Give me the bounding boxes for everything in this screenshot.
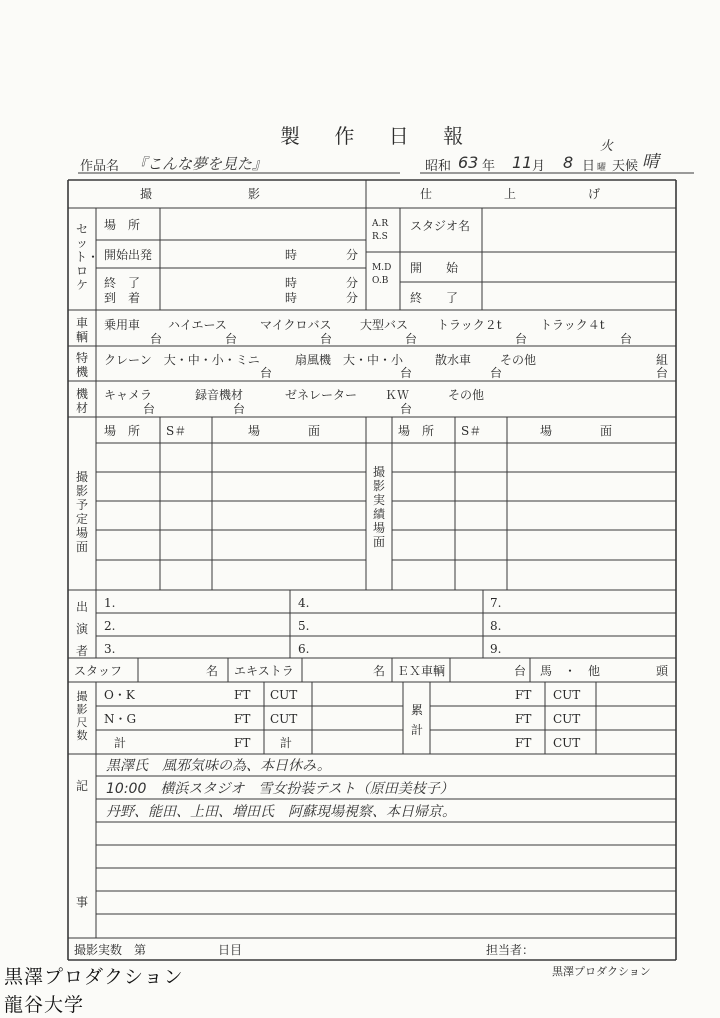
month-value: 11 <box>512 153 533 172</box>
equipment-camera: キャメラ <box>104 388 153 402</box>
day-value: 8 <box>563 153 574 172</box>
weather-label: 天候 <box>612 159 639 174</box>
equipment-kw: ＫＷ <box>385 388 410 402</box>
unit: 台 <box>233 402 246 416</box>
horse-head-unit: 頭 <box>656 664 669 678</box>
note-line-1: 黒澤氏 風邪気味の為、本日休み。 <box>106 758 331 774</box>
total-ft: FT <box>234 736 251 750</box>
equipment-sound: 録音機材 <box>195 388 244 402</box>
special-crane: クレーン 大・中・小・ミニ <box>104 353 260 367</box>
shoot-header: 撮 影 <box>140 187 261 201</box>
start-label: 開 始 <box>410 261 459 275</box>
cast-4: 4. <box>298 596 310 610</box>
vehicle-truck2t: トラック２t <box>437 318 502 332</box>
arrive-minute: 分 <box>346 291 359 305</box>
special-label: 特機 <box>75 351 88 379</box>
extra-name-unit: 名 <box>373 664 386 678</box>
year-unit: 年 <box>482 159 496 174</box>
vehicle-hiace: ハイエース <box>168 318 227 332</box>
scene-header: 場 面 <box>248 424 321 438</box>
actual-place-header: 場 所 <box>398 424 435 438</box>
studio-label: スタジオ名 <box>410 219 471 233</box>
cum-ft-1: FT <box>515 688 532 702</box>
unit: 台 <box>143 402 156 416</box>
actual-scene-header: 場 面 <box>540 424 613 438</box>
unit: 台 <box>656 366 669 380</box>
cum-ft-2: FT <box>515 712 532 726</box>
notes-label-ji: 事 <box>76 895 89 909</box>
end-hour: 時 <box>285 276 298 290</box>
cast-9: 9. <box>490 642 502 656</box>
cast-label: 出演者 <box>75 600 88 658</box>
cum-cut-1: CUT <box>553 688 581 702</box>
unit: 台 <box>150 332 163 346</box>
cast-8: 8. <box>490 619 502 633</box>
cast-7: 7. <box>490 596 502 610</box>
staff-label: スタッフ <box>74 664 123 678</box>
shoot-days-unit: 日目 <box>218 943 243 957</box>
ng-cut: CUT <box>270 712 298 726</box>
unit: 台 <box>400 366 413 380</box>
unit: 台 <box>515 332 528 346</box>
finish-header: 仕 上 げ <box>420 187 601 201</box>
cast-3: 3. <box>104 642 116 656</box>
ng-ft: FT <box>234 712 251 726</box>
unit: 台 <box>405 332 418 346</box>
depart-label: 開始出発 <box>104 248 153 262</box>
unit: 台 <box>260 366 273 380</box>
vehicle-bus: 大型バス <box>360 318 409 332</box>
special-sprinkler: 散水車 <box>435 353 472 367</box>
special-fan: 扇風機 大・中・小 <box>295 353 404 367</box>
unit: 台 <box>620 332 633 346</box>
cum-cut-3: CUT <box>553 736 581 750</box>
cast-5: 5. <box>298 619 310 633</box>
rs-label: R.S <box>372 232 388 242</box>
cum-cut-2: CUT <box>553 712 581 726</box>
scene-place-header: 場 所 <box>104 424 141 438</box>
shoot-days-label: 撮影実数 第 <box>74 943 147 957</box>
weather-value: 晴 <box>642 152 659 172</box>
year-value: 63 <box>458 153 479 172</box>
company-name: 黒澤プロダクション <box>552 965 651 978</box>
weekday-value: 火 <box>600 139 614 154</box>
cast-1: 1. <box>104 596 116 610</box>
ok-label: O・K <box>104 688 135 702</box>
ok-cut: CUT <box>270 688 298 702</box>
watermark-line-1: 黒澤プロダクション <box>4 966 184 988</box>
actual-sno-header: S＃ <box>461 424 482 438</box>
month-unit: 月 <box>532 159 546 174</box>
cum-ft-3: FT <box>515 736 532 750</box>
scene-sno-header: S＃ <box>166 424 187 438</box>
watermark-line-2: 龍谷大学 <box>4 994 85 1016</box>
depart-minute: 分 <box>346 248 359 262</box>
note-line-3: 丹野、能田、上田、増田氏 阿蘇現場視察、本日帰京。 <box>106 804 456 820</box>
place-label: 場 所 <box>104 218 141 232</box>
md-label: M.D <box>372 263 392 273</box>
vehicles-label: 車輌 <box>75 316 88 344</box>
weekday-label: 曜 <box>597 163 607 173</box>
unit: 台 <box>400 402 413 416</box>
staff-name-unit: 名 <box>206 664 219 678</box>
extra-label: エキストラ <box>234 664 294 678</box>
unit: 台 <box>320 332 333 346</box>
cast-6: 6. <box>298 642 310 656</box>
ok-ft: FT <box>234 688 251 702</box>
equipment-generator: ゼネレーター <box>285 388 358 402</box>
total-label: 計 <box>114 736 127 750</box>
depart-hour: 時 <box>285 248 298 262</box>
cumulative-label: 累計 <box>410 703 423 737</box>
vehicle-sedan: 乗用車 <box>104 318 141 332</box>
ng-label: N・G <box>104 712 137 726</box>
ex-vehicle-label: ＥＸ車輌 <box>397 664 446 678</box>
person-in-charge-label: 担当者： <box>486 943 535 957</box>
era-label: 昭和 <box>425 159 452 174</box>
work-title: 『こんな夢を見た』 <box>132 155 268 173</box>
horse-label: 馬 ・ 他 <box>540 664 601 678</box>
unit: 台 <box>490 366 503 380</box>
ex-vehicle-unit: 台 <box>514 664 527 678</box>
notes-label-ki: 記 <box>76 779 89 793</box>
arrive-hour: 時 <box>285 291 298 305</box>
footage-label: 撮影尺数 <box>76 690 88 742</box>
total-cut: 計 <box>280 736 293 750</box>
ob-label: O.B <box>372 276 389 286</box>
vehicle-truck4t: トラック４t <box>540 318 605 332</box>
unit: 台 <box>225 332 238 346</box>
set-loc-label: セット・ロケ <box>75 222 100 292</box>
form-title: 製 作 日 報 <box>280 124 478 148</box>
cast-2: 2. <box>104 619 116 633</box>
equipment-other: その他 <box>448 388 485 402</box>
vehicle-microbus: マイクロバス <box>260 318 332 332</box>
note-line-2: 10:00 横浜スタジオ 雪女扮装テスト（原田美枝子） <box>106 781 454 797</box>
day-unit: 日 <box>582 159 596 174</box>
actual-scenes-label: 撮影実績場面 <box>372 465 385 549</box>
end-minute: 分 <box>346 276 359 290</box>
special-other: その他 <box>500 353 537 367</box>
equipment-label: 機材 <box>75 387 88 415</box>
arrive-label: 到 着 <box>104 291 141 305</box>
work-label: 作品名 <box>80 159 120 174</box>
ar-label: A.R <box>372 219 389 229</box>
end-label: 終 了 <box>104 276 141 290</box>
finish-end-label: 終 了 <box>410 291 459 305</box>
special-set-unit: 組 <box>656 353 669 367</box>
planned-scenes-label: 撮影予定場面 <box>75 470 88 554</box>
